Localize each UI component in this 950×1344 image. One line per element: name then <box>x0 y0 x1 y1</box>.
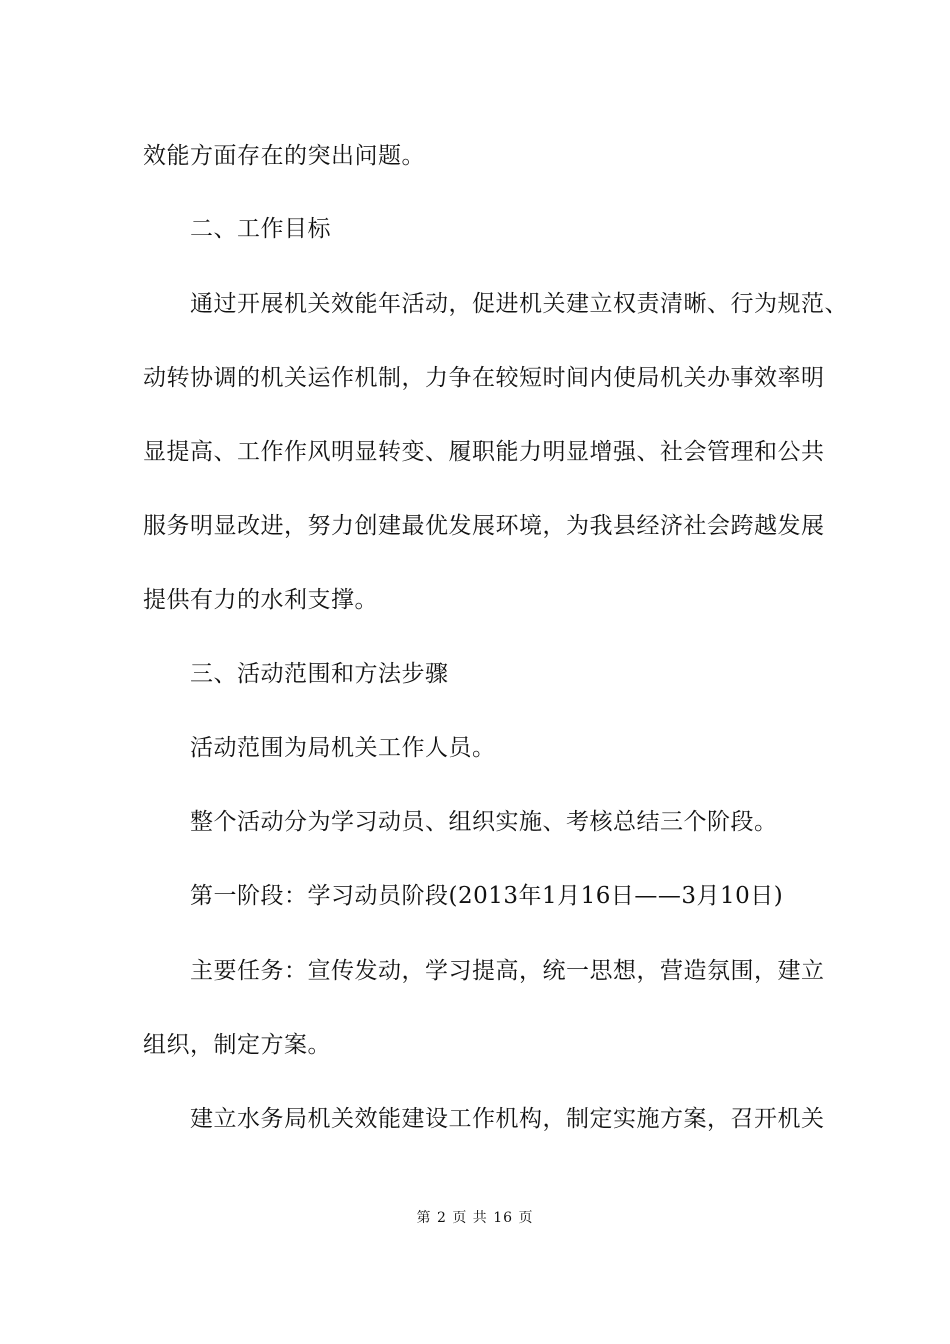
body-line: 整个活动分为学习动员、组织实施、考核总结三个阶段。 <box>190 809 778 835</box>
section-heading: 二、工作目标 <box>190 216 331 242</box>
footer-middle: 页 共 <box>452 1210 488 1226</box>
body-line: 提供有力的水利支撑。 <box>143 587 378 613</box>
body-line: 建立水务局机关效能建设工作机构，制定实施方案，召开机关 <box>190 1106 825 1132</box>
body-line: 第一阶段：学习动员阶段(2013年1月16日——3月10日) <box>190 883 784 909</box>
body-line: 显提高、工作作风明显转变、履职能力明显增强、社会管理和公共 <box>143 439 825 465</box>
body-line: 动转协调的机关运作机制，力争在较短时间内使局机关办事效率明 <box>143 365 825 391</box>
page-footer <box>0 1208 950 1228</box>
body-line: 活动范围为局机关工作人员。 <box>190 735 496 761</box>
body-line: 通过开展机关效能年活动，促进机关建立权责清晰、行为规范、 <box>190 291 848 317</box>
section-heading: 三、活动范围和方法步骤 <box>190 661 449 687</box>
footer-prefix: 第 <box>416 1210 432 1226</box>
footer-total-pages: 16 <box>493 1210 514 1226</box>
body-line: 服务明显改进，努力创建最优发展环境，为我县经济社会跨越发展 <box>143 513 825 539</box>
body-line: 组织，制定方案。 <box>143 1032 331 1058</box>
footer-suffix: 页 <box>518 1210 534 1226</box>
body-line: 主要任务：宣传发动，学习提高，统一思想，营造氛围，建立 <box>190 958 825 984</box>
footer-current-page: 2 <box>436 1210 447 1226</box>
body-line: 效能方面存在的突出问题。 <box>143 143 425 169</box>
